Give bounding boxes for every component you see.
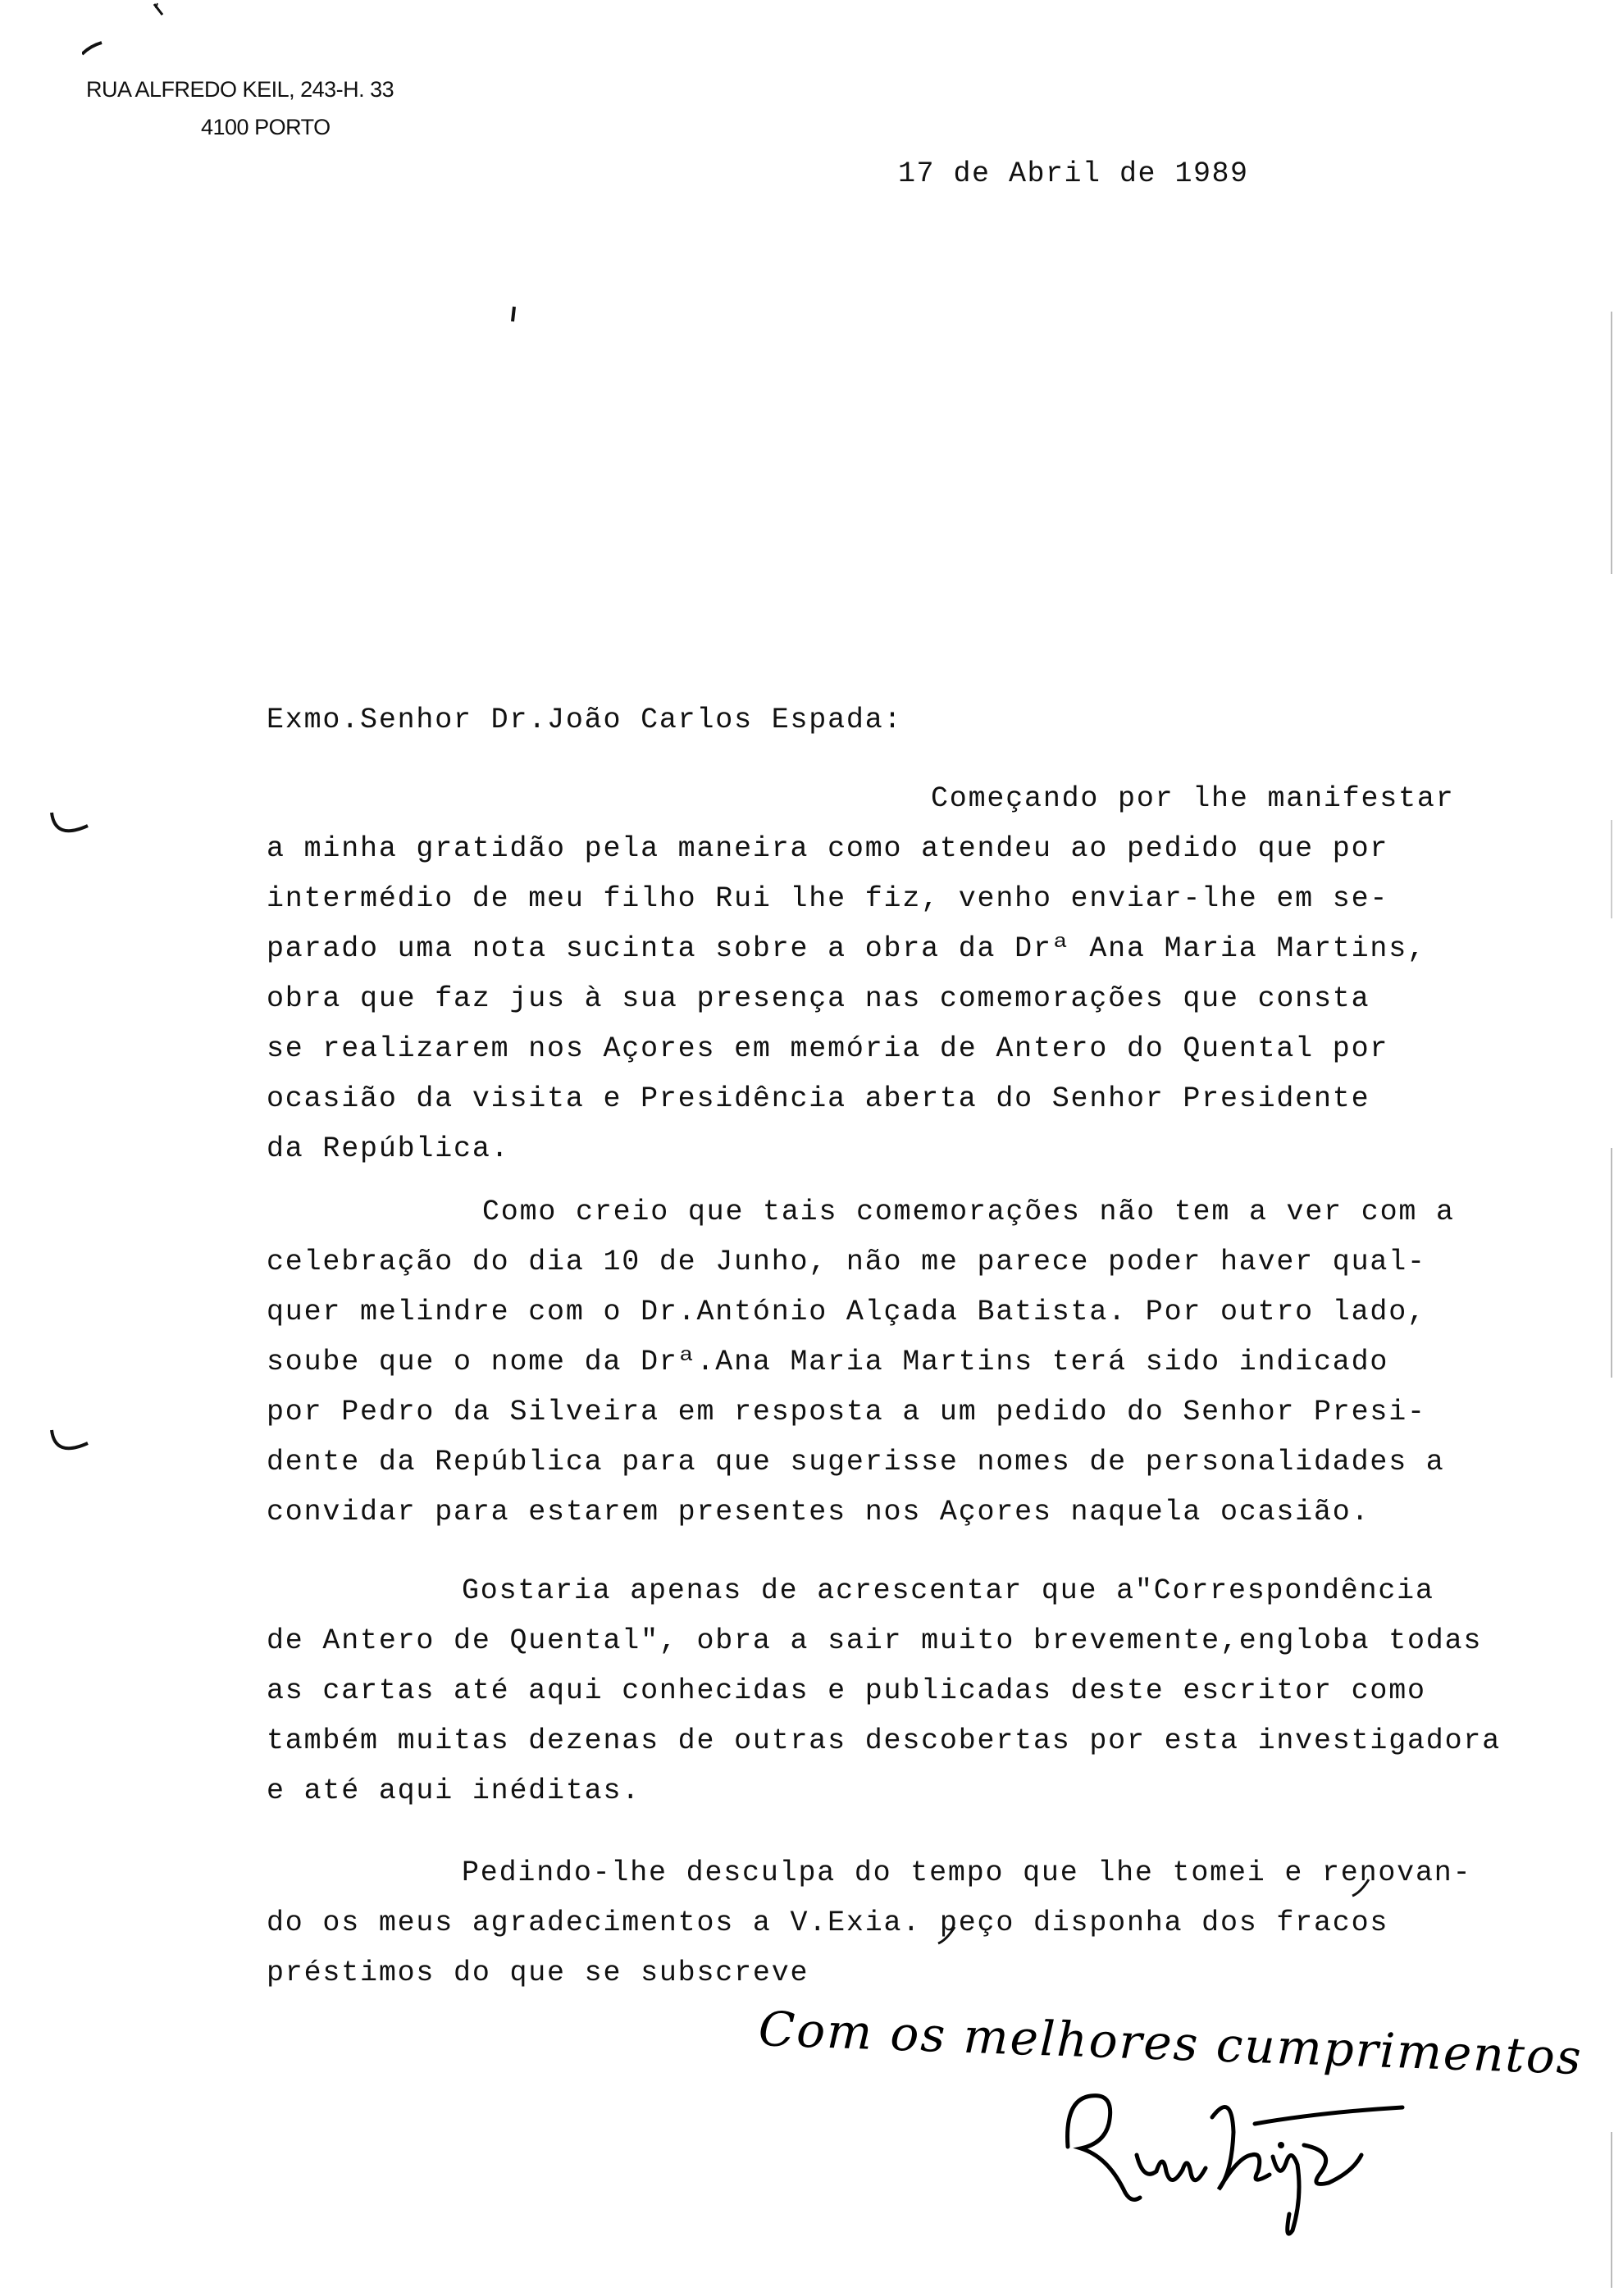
paragraph-1-line-8: da República. [267, 1132, 510, 1165]
paragraph-4-line-2: do os meus agradecimentos a V.Exia. peço disponha dos fracos [267, 1906, 1389, 1939]
stray-mark-top [82, 0, 180, 57]
handwritten-comma-2 [935, 1924, 960, 1947]
scan-edge-line [1609, 0, 1614, 2296]
address-city: 4100 PORTO [201, 115, 331, 139]
paragraph-4-line-3: préstimos do que se subscreve [267, 1957, 809, 1989]
paragraph-1-line-7: ocasião da visita e Presidência aberta do Senhor Presidente [267, 1082, 1370, 1115]
address-street: RUA ALFREDO KEIL, 243-H. 33 [86, 77, 394, 102]
letter-date: 17 de Abril de 1989 [898, 157, 1249, 190]
handwritten-comma-1 [1349, 1876, 1374, 1899]
paragraph-2-line-7: convidar para estarem presentes nos Açores naquela ocasião. [267, 1496, 1370, 1528]
punch-hole-mark-upper [45, 808, 94, 849]
handwritten-signature [1058, 2066, 1419, 2247]
paragraph-1-line-4: parado uma nota sucinta sobre a obra da Drª Ana Maria Martins, [267, 932, 1426, 965]
salutation: Exmo.Senhor Dr.João Carlos Espada: [267, 704, 903, 736]
paragraph-3-line-4: também muitas dezenas de outras descobertas por esta investigadora [267, 1724, 1502, 1757]
punch-hole-mark-lower [45, 1425, 94, 1466]
paragraph-2-line-5: por Pedro da Silveira em resposta a um pedido do Senhor Presi- [267, 1396, 1426, 1428]
stray-tick [508, 305, 518, 325]
paragraph-1-line-3: intermédio de meu filho Rui lhe fiz, venho enviar-lhe em se- [267, 882, 1389, 915]
letterhead-address [86, 71, 394, 146]
paragraph-2-line-1: Como creio que tais comemorações não tem a ver com a [482, 1196, 1455, 1228]
paragraph-2-line-2: celebração do dia 10 de Junho, não me parece poder haver qual- [267, 1246, 1426, 1278]
paragraph-3-line-5: e até aqui inéditas. [267, 1774, 641, 1807]
paragraph-3-line-1: Gostaria apenas de acrescentar que a"Correspondência [462, 1574, 1434, 1607]
paragraph-2-line-4: soube que o nome da Drª.Ana Maria Martins terá sido indicado [267, 1346, 1389, 1378]
paragraph-4-line-1: Pedindo-lhe desculpa do tempo que lhe tomei e renovan- [462, 1856, 1472, 1889]
paragraph-2-line-6: dente da República para que sugerisse nomes de personalidades a [267, 1446, 1445, 1478]
paragraph-1-line-1: Começando por lhe manifestar [931, 782, 1455, 815]
paragraph-1-line-6: se realizarem nos Açores em memória de Antero do Quental por [267, 1032, 1389, 1065]
paragraph-3-line-3: as cartas até aqui conhecidas e publicadas deste escritor como [267, 1674, 1426, 1707]
paragraph-2-line-3: quer melindre com o Dr.António Alçada Batista. Por outro lado, [267, 1296, 1426, 1328]
paragraph-3-line-2: de Antero de Quental", obra a sair muito brevemente,engloba todas [267, 1624, 1483, 1657]
paragraph-1-line-2: a minha gratidão pela maneira como atendeu ao pedido que por [267, 832, 1389, 865]
handwritten-closing: Com os melhores cumprimentos [757, 2001, 1584, 2086]
paragraph-1-line-5: obra que faz jus à sua presença nas comemorações que consta [267, 982, 1370, 1015]
